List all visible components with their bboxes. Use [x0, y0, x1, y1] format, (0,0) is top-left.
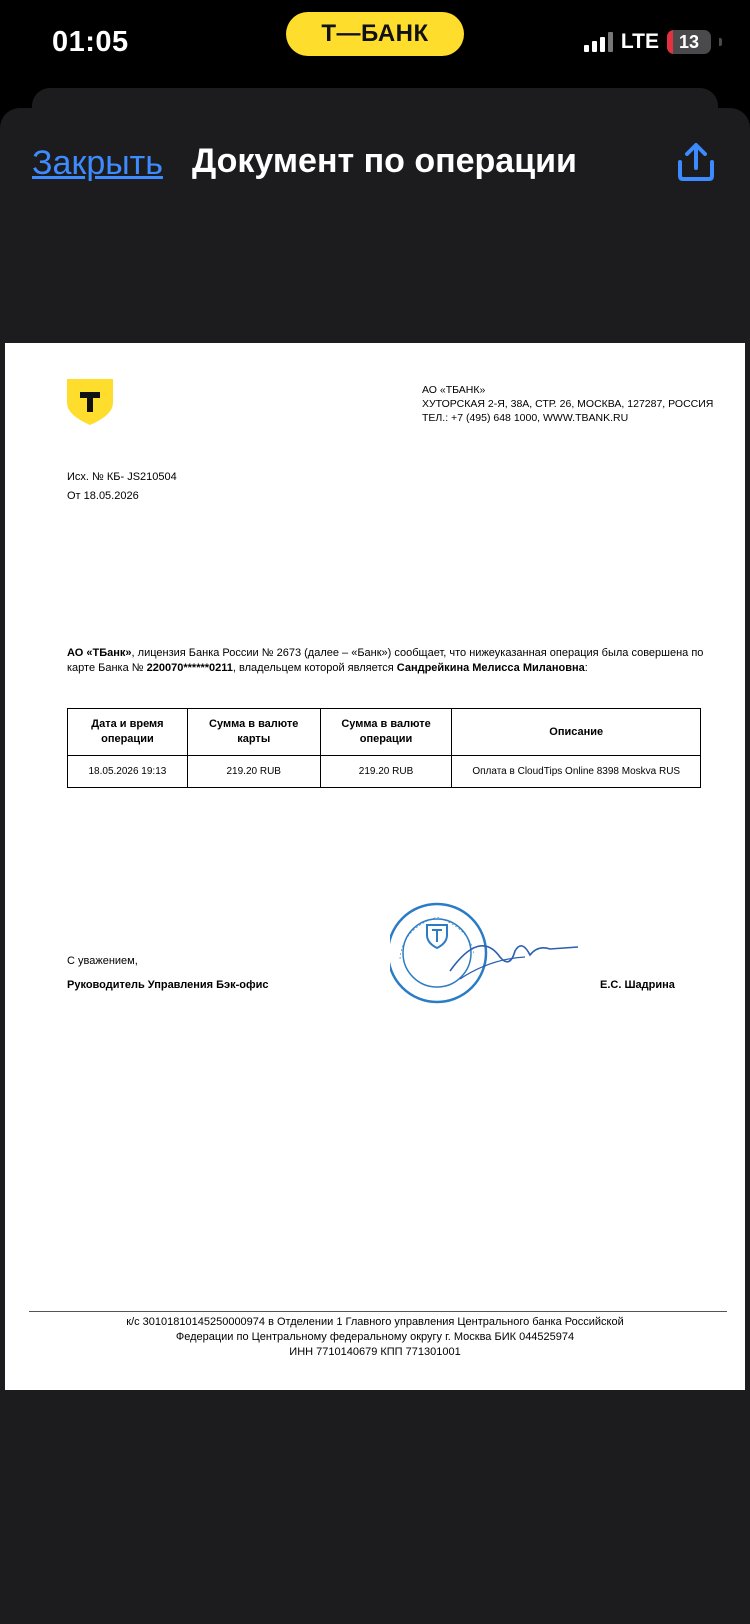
tbank-logo: [67, 379, 113, 425]
battery-icon: [667, 30, 711, 54]
operations-table: [67, 708, 701, 788]
table-cell: 219.20 RUB: [187, 756, 320, 788]
signer-position: Руководитель Управления Бэк-офис: [67, 979, 269, 991]
battery-fill: [667, 30, 673, 54]
regards-text: С уважением,: [67, 955, 138, 967]
signer-name: Е.С. Шадрина: [600, 979, 675, 991]
card-owner: Сандрейкина Мелисса Милановна: [396, 662, 585, 674]
notice-part: :: [584, 662, 588, 674]
status-time: 01:05: [52, 26, 129, 58]
battery-level: 13: [678, 31, 700, 52]
document-reference: [67, 468, 177, 506]
column-header: Дата и время операции: [68, 709, 188, 756]
footer-divider: [29, 1311, 727, 1312]
column-header: Сумма в валюте операции: [320, 709, 452, 756]
document-footer: [5, 1315, 745, 1360]
bank-info-line: АО «ТБАНК»: [422, 384, 486, 396]
close-button[interactable]: Закрыть: [32, 144, 163, 182]
footer-line: Федерации по Центральному федеральному округу г. Москва БИК 044525974: [175, 1331, 575, 1343]
table-cell: 18.05.2026 19:13: [68, 756, 188, 788]
column-header: Сумма в валюте карты: [187, 709, 320, 756]
signal-icon: [584, 32, 613, 52]
notice-text: [67, 646, 707, 676]
bank-name: АО «ТБанк»: [67, 647, 132, 659]
status-indicators: [584, 30, 722, 54]
table-row: [68, 756, 701, 788]
bank-info: [422, 383, 713, 425]
brand-pill[interactable]: Т—БАНК: [286, 12, 464, 56]
bank-stamp: [390, 899, 580, 1011]
table-cell: 219.20 RUB: [320, 756, 452, 788]
table-cell: Оплата в CloudTips Online 8398 Moskva RUS: [452, 756, 701, 788]
footer-line: ИНН 7710140679 КПП 771301001: [289, 1346, 461, 1358]
notice-part: , лицензия Банка России № 2673 (далее – «Банк») сообщает, что нижеуказанная операция была совершена по карте Банка №: [67, 647, 704, 674]
document-page: [5, 343, 745, 1390]
footer-line: к/с 30101810145250000974 в Отделении 1 Главного управления Центрального банка Российской: [126, 1316, 624, 1328]
reference-number: Исх. № КБ- JS210504: [67, 471, 177, 483]
bank-info-line: ТЕЛ.: +7 (495) 648 1000, WWW.TBANK.RU: [422, 412, 629, 424]
card-number: 220070******0211: [146, 662, 233, 674]
reference-date: От 18.05.2026: [67, 490, 139, 502]
share-icon[interactable]: [674, 140, 718, 184]
bank-info-line: ХУТОРСКАЯ 2-Я, 38А, СТР. 26, МОСКВА, 127287, РОССИЯ: [422, 398, 714, 410]
notice-part: , владельцем которой является: [232, 662, 397, 674]
network-label: LTE: [620, 30, 659, 53]
column-header: Описание: [452, 709, 701, 756]
page-title: Документ по операции: [192, 142, 577, 180]
table-header-row: [68, 709, 701, 756]
battery-tip: [719, 38, 722, 46]
